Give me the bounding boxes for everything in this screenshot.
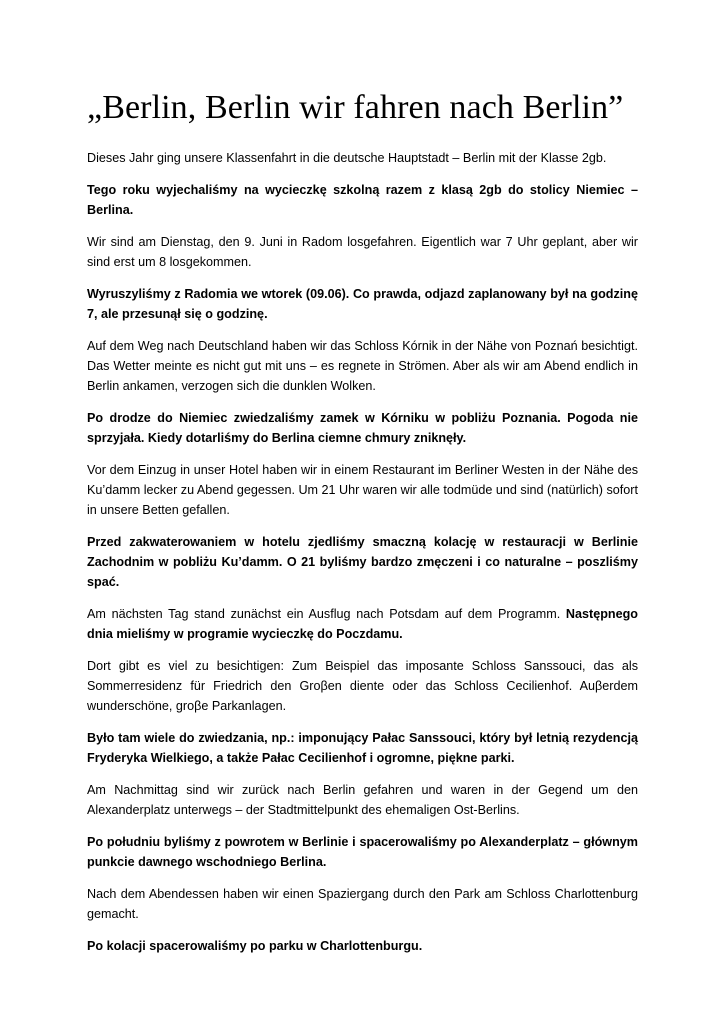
paragraph-german: Nach dem Abendessen haben wir einen Spaziergang durch den Park am Schloss Charlottenburg gemacht.: [87, 887, 638, 921]
paragraph-polish: Wyruszyliśmy z Radomia we wtorek (09.06). Co prawda, odjazd zaplanowany był na godzinę 7, ale przesunął się o godzinę.: [87, 287, 638, 321]
paragraph-german: Wir sind am Dienstag, den 9. Juni in Radom losgefahren. Eigentlich war 7 Uhr geplant, aber wir sind erst um 8 losgekommen.: [87, 235, 638, 269]
paragraph-polish: Było tam wiele do zwiedzania, np.: imponujący Pałac Sanssouci, który był letnią rezydencją Fryderyka Wielkiego, a także Pałac Cecilienhof i ogromne, piękne parki.: [87, 731, 638, 765]
document-title: „Berlin, Berlin wir fahren nach Berlin”: [87, 89, 624, 126]
paragraph-polish: Po drodze do Niemiec zwiedzaliśmy zamek w Kórniku w pobliżu Poznania. Pogoda nie sprzyjała. Kiedy dotarliśmy do Berlina ciemne chmury zniknęły.: [87, 411, 638, 445]
sentence-polish: Następnego dnia mieliśmy w programie wycieczkę do Poczdamu.: [87, 607, 638, 641]
paragraph-mixed: [87, 604, 638, 644]
paragraph-polish: Przed zakwaterowaniem w hotelu zjedliśmy smaczną kolację w restauracji w Berlinie Zachodnim w pobliżu Ku’damm. O 21 byliśmy bardzo zmęczeni i co naturalne – poszliśmy spać.: [87, 535, 638, 589]
paragraph-german: Auf dem Weg nach Deutschland haben wir das Schloss Kórnik in der Nähe von Poznań besichtigt. Das Wetter meinte es nicht gut mit uns – es regnete in Strömen. Aber als wir am Abend endlich in Berlin ankamen, verzogen sich die dunklen Wolken.: [87, 339, 638, 393]
paragraph-german: Vor dem Einzug in unser Hotel haben wir in einem Restaurant im Berliner Westen in der Nähe des Ku’damm lecker zu Abend gegessen. Um 21 Uhr waren wir alle todmüde und sind (natürlich) sofort in unsere Betten gefallen.: [87, 463, 638, 517]
paragraph-german: Dieses Jahr ging unsere Klassenfahrt in die deutsche Hauptstadt – Berlin mit der Klasse 2gb.: [87, 151, 607, 165]
document-body: [87, 148, 638, 956]
paragraph-polish: Po południu byliśmy z powrotem w Berlinie i spacerowaliśmy po Alexanderplatz – głównym punkcie dawnego wschodniego Berlina.: [87, 835, 638, 869]
paragraph-polish: Po kolacji spacerowaliśmy po parku w Charlottenburgu.: [87, 939, 423, 953]
paragraph-polish: Tego roku wyjechaliśmy na wycieczkę szkolną razem z klasą 2gb do stolicy Niemiec – Berlina.: [87, 183, 638, 217]
sentence-german: Am nächsten Tag stand zunächst ein Ausflug nach Potsdam auf dem Programm.: [87, 607, 561, 621]
paragraph-german: Am Nachmittag sind wir zurück nach Berlin gefahren und waren in der Gegend um den Alexanderplatz unterwegs – der Stadtmittelpunkt des ehemaligen Ost-Berlins.: [87, 783, 638, 817]
paragraph-german: Dort gibt es viel zu besichtigen: Zum Beispiel das imposante Schloss Sanssouci, das als Sommerresidenz für Friedrich den Groβen diente oder das Schloss Cecilienhof. Auβerdem wunderschöne, groβe Parkanlagen.: [87, 659, 638, 713]
